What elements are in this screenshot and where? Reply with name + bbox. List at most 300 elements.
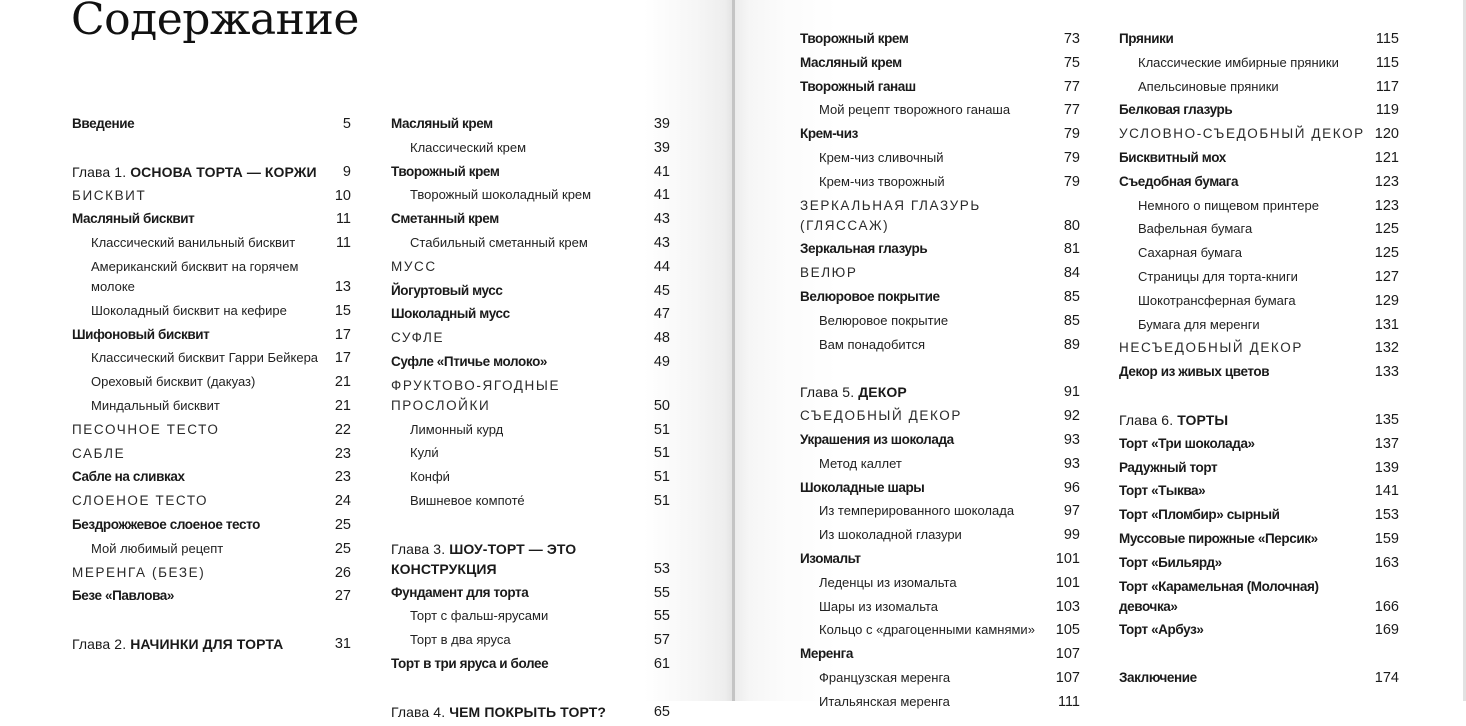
page-number: 13 [334, 278, 351, 295]
toc-section[interactable] [1119, 338, 1399, 362]
toc-chapter[interactable] [391, 702, 670, 726]
page-number: 153 [1374, 507, 1399, 524]
page-number: 31 [334, 636, 351, 653]
toc-entry[interactable] [1119, 100, 1399, 124]
page-number: 119 [1375, 102, 1399, 119]
chapter-title [391, 702, 654, 722]
toc-entry[interactable] [391, 209, 670, 233]
entry-title: Страницы для торта-книги [1138, 268, 1298, 284]
page-number: 79 [1063, 126, 1080, 143]
toc-entry[interactable] [391, 654, 670, 678]
entry-title: Классические имбирные пряники [1138, 54, 1339, 70]
entry-title: Шоколадные шары [800, 479, 925, 495]
toc-subentry[interactable] [1119, 196, 1399, 220]
toc-entry[interactable] [1119, 29, 1399, 53]
page-number: 79 [1063, 149, 1080, 166]
page-number: 10 [334, 187, 351, 204]
toc-subentry[interactable] [391, 630, 670, 654]
toc-subentry[interactable] [800, 525, 1080, 549]
toc-subentry[interactable] [800, 573, 1080, 597]
toc-subentry[interactable] [391, 443, 670, 467]
toc-section[interactable] [800, 196, 1080, 240]
toc-column-4 [1119, 29, 1399, 692]
page-number: 21 [334, 374, 351, 391]
page-number: 89 [1063, 336, 1080, 353]
toc-subentry[interactable] [800, 172, 1080, 196]
page-number: 27 [334, 588, 351, 605]
toc-section[interactable] [800, 406, 1080, 430]
toc-spacer [1119, 386, 1399, 410]
page-number: 39 [653, 116, 670, 132]
toc-subentry[interactable] [800, 668, 1080, 692]
toc-section[interactable] [72, 491, 351, 515]
chapter-title [391, 539, 654, 579]
chapter-title [72, 634, 335, 654]
entry-title: Изомальт [800, 550, 861, 566]
chapter-title [72, 162, 343, 182]
entry-title: Торт с фальш-ярусами [410, 608, 549, 624]
chapter-number: Глава 6. [1119, 411, 1174, 428]
page-number: 120 [1374, 126, 1399, 143]
entry-title: Из шоколадной глазури [819, 527, 962, 543]
entry-title: Сметанный крем [391, 211, 499, 227]
entry-title: Шифоновый бисквит [72, 326, 210, 342]
entry-title: Крем-чиз творожный [819, 173, 945, 189]
page-number: 50 [653, 397, 670, 414]
page-number: 123 [1374, 197, 1399, 214]
toc-spacer [72, 610, 351, 634]
toc-section[interactable] [391, 257, 670, 281]
chapter-name: ТОРТЫ [1177, 411, 1229, 428]
entry-title: Классический бисквит Гарри Бейкера [91, 350, 319, 366]
entry-title: Крем-чиз [800, 126, 858, 142]
page-number: 24 [334, 493, 351, 510]
entry-title: Муссовые пирожные «Персик» [1119, 530, 1318, 546]
toc-subentry[interactable] [1119, 77, 1399, 101]
page-number: 93 [1063, 431, 1080, 448]
entry-title: САБЛЕ [72, 445, 126, 461]
page-number: 55 [653, 584, 670, 601]
toc-subentry[interactable] [1119, 291, 1399, 315]
page-number: 61 [653, 655, 670, 672]
page-number: 135 [1374, 411, 1399, 428]
entry-title: Меренга [800, 646, 853, 662]
entry-title: ВЕЛЮР [800, 265, 858, 281]
toc-subentry[interactable] [800, 311, 1080, 335]
entry-title: МУСС [391, 258, 437, 274]
entry-title: БИСКВИТ [72, 187, 147, 203]
entry-title: Украшения из шоколада [800, 431, 954, 447]
entry-title: Суфле «Птичье молоко» [391, 353, 548, 369]
entry-title: Шоколадный бисквит на кефире [91, 302, 287, 318]
toc-entry[interactable] [1119, 481, 1399, 505]
page-number: 75 [1063, 54, 1080, 71]
entry-title: Классический ванильный бисквит [91, 235, 296, 251]
toc-chapter[interactable] [1119, 410, 1399, 434]
page-number: 96 [1063, 479, 1080, 496]
page-number: 123 [1374, 173, 1399, 190]
toc-column-2 [391, 114, 670, 726]
toc-entry[interactable] [1119, 172, 1399, 196]
entry-title: Кольцо с «драгоценными камнями» [819, 622, 1035, 638]
entry-title: Из темперированного шоколада [819, 503, 1015, 519]
entry-title: Апельсиновые пряники [1138, 78, 1279, 94]
toc-spacer [72, 138, 351, 162]
chapter-number: Глава 4. [391, 703, 446, 720]
page-number: 11 [335, 211, 351, 228]
toc-entry[interactable] [800, 124, 1080, 148]
page-number: 81 [1063, 241, 1080, 258]
toc-subentry[interactable] [800, 692, 1080, 716]
toc-chapter[interactable] [72, 162, 351, 186]
chapter-title [1119, 410, 1375, 430]
page-number: 133 [1374, 364, 1399, 381]
toc-entry[interactable] [72, 586, 351, 610]
toc-entry[interactable] [391, 114, 670, 138]
chapter-number: Глава 1. [72, 163, 127, 180]
toc-subentry[interactable] [1119, 219, 1399, 243]
toc-subentry[interactable] [1119, 243, 1399, 267]
entry-title: Творожный крем [391, 163, 500, 179]
entry-title: Творожный шоколадный крем [410, 187, 592, 203]
toc-subentry[interactable] [72, 396, 351, 420]
page-number: 117 [1375, 78, 1399, 95]
entry-title: СЛОЕНОЕ ТЕСТО [72, 493, 209, 509]
chapter-name: ШОУ-ТОРТ — ЭТО КОНСТРУКЦИЯ [391, 540, 577, 577]
page-number: 97 [1063, 503, 1080, 520]
entry-title: Классический крем [410, 139, 527, 155]
toc-spacer [391, 678, 670, 702]
toc-entry[interactable] [800, 287, 1080, 311]
toc-subentry[interactable] [72, 539, 351, 563]
entry-title: Ореховый бисквит (дакуаз) [91, 374, 256, 390]
entry-title: Итальянская меренга [819, 693, 950, 709]
toc-column-3 [800, 29, 1080, 716]
entry-title: МЕРЕНГА (БЕЗЕ) [72, 564, 206, 580]
page-number: 115 [1375, 54, 1399, 71]
toc-chapter[interactable] [391, 539, 670, 583]
page-number: 85 [1063, 288, 1080, 305]
entry-title: Торт «Тыква» [1119, 483, 1206, 499]
entry-title: Сахарная бумага [1138, 245, 1243, 261]
toc-section[interactable] [800, 263, 1080, 287]
entry-title: Торт в три яруса и более [391, 655, 549, 671]
page-number: 101 [1055, 550, 1080, 567]
page-number: 9 [342, 163, 351, 180]
page-number: 105 [1055, 622, 1080, 639]
toc-entry[interactable] [800, 77, 1080, 101]
chapter-number: Глава 3. [391, 540, 446, 557]
entry-title: Велюровое покрытие [819, 312, 949, 328]
page-number: 26 [334, 564, 351, 581]
page-number: 51 [653, 492, 670, 509]
entry-title: Торт «Бильярд» [1119, 554, 1222, 570]
page-number: 25 [334, 516, 351, 533]
toc-entry[interactable] [72, 209, 351, 233]
entry-title: Торт «Арбуз» [1119, 622, 1204, 638]
toc-subentry[interactable] [391, 467, 670, 491]
toc-entry[interactable] [800, 430, 1080, 454]
page-number: 43 [653, 211, 670, 228]
chapter-number: Глава 2. [72, 636, 127, 653]
page-number: 103 [1055, 598, 1080, 615]
entry-title: Бисквитный мох [1119, 149, 1226, 165]
page-number: 132 [1374, 340, 1399, 357]
entry-title: Фундамент для торта [391, 584, 529, 600]
entry-title: Введение [72, 116, 135, 131]
toc-entry[interactable] [391, 281, 670, 305]
entry-title: Декор из живых цветов [1119, 364, 1270, 380]
entry-title: Заключение [1119, 670, 1197, 686]
entry-title: Вафельная бумага [1138, 221, 1253, 237]
entry-title: Пряники [1119, 31, 1174, 46]
entry-title: Творожный крем [800, 31, 909, 46]
entry-title: Масляный бисквит [72, 211, 195, 227]
entry-title: Леденцы из изомальта [819, 574, 957, 590]
toc-entry[interactable] [391, 162, 670, 186]
entry-title: Вишневое компоте́ [410, 492, 525, 508]
page-number: 169 [1374, 622, 1399, 639]
toc-section[interactable] [72, 186, 351, 210]
page-number: 49 [653, 353, 670, 370]
page-number: 48 [653, 330, 670, 347]
toc-section[interactable] [72, 563, 351, 587]
toc-entry[interactable] [1119, 434, 1399, 458]
toc-section[interactable] [1119, 124, 1399, 148]
toc-entry[interactable] [1119, 362, 1399, 386]
page-number: 92 [1063, 408, 1080, 425]
entry-title: Торт в два яруса [410, 632, 511, 648]
page-number: 127 [1374, 268, 1399, 285]
entry-title: СЪЕДОБНЫЙ ДЕКОР [800, 408, 962, 424]
page-number: 17 [334, 350, 351, 367]
entry-title: ПЕСОЧНОЕ ТЕСТО [72, 421, 220, 437]
entry-title: Конфи́ [410, 469, 450, 485]
toc-subentry[interactable] [391, 491, 670, 515]
page-number: 121 [1374, 149, 1399, 166]
toc-subentry[interactable] [391, 420, 670, 444]
page-number: 21 [334, 397, 351, 414]
toc-subentry[interactable] [391, 138, 670, 162]
toc-subentry[interactable] [1119, 315, 1399, 339]
entry-title: ЗЕРКАЛЬНАЯ ГЛАЗУРЬ (ГЛЯССАЖ) [800, 197, 981, 233]
entry-title: Мой рецепт творожного ганаша [819, 102, 1011, 118]
toc-entry[interactable] [800, 29, 1080, 53]
entry-title: Шоколадный мусс [391, 306, 510, 322]
page-number: 129 [1374, 292, 1399, 309]
toc-entry[interactable] [1119, 505, 1399, 529]
toc-subentry[interactable] [72, 301, 351, 325]
page-number: 25 [334, 540, 351, 557]
toc-entry[interactable] [72, 114, 351, 138]
toc-subentry[interactable] [72, 372, 351, 396]
entry-title: Торт «Карамельная (Молочная) девочка» [1119, 578, 1319, 614]
page-number: 73 [1063, 31, 1080, 47]
page-number: 41 [653, 187, 670, 204]
page-number: 111 [1057, 693, 1080, 710]
toc-column-1 [72, 114, 351, 658]
page-number: 22 [334, 421, 351, 438]
entry-title: Стабильный сметанный крем [410, 234, 588, 250]
page-number: 45 [653, 282, 670, 299]
toc-spacer [800, 358, 1080, 382]
toc-subentry[interactable] [72, 257, 351, 301]
page-number: 57 [653, 632, 670, 649]
toc-entry[interactable] [1119, 529, 1399, 553]
page-number: 125 [1374, 221, 1399, 238]
page-number: 107 [1055, 669, 1080, 686]
page-number: 93 [1063, 455, 1080, 472]
chapter-name: ЧЕМ ПОКРЫТЬ ТОРТ? [449, 703, 607, 720]
entry-title: Велюровое покрытие [800, 288, 940, 304]
toc-entry[interactable] [1119, 148, 1399, 172]
page-number: 166 [1374, 598, 1399, 615]
page-number: 163 [1374, 554, 1399, 571]
page-number: 80 [1063, 217, 1080, 234]
toc-entry[interactable] [1119, 668, 1399, 692]
toc-section[interactable] [391, 328, 670, 352]
toc-entry[interactable] [1119, 577, 1399, 621]
entry-title: Бумага для меренги [1138, 316, 1260, 332]
entry-title: Миндальный бисквит [91, 397, 220, 413]
toc-chapter[interactable] [72, 634, 351, 658]
chapter-name: НАЧИНКИ ДЛЯ ТОРТА [130, 636, 284, 653]
entry-title: Съедобная бумага [1119, 173, 1239, 189]
page-number: 101 [1055, 574, 1080, 591]
page-number: 44 [653, 258, 670, 275]
toc-spacer [391, 515, 670, 539]
toc-subentry[interactable] [1119, 267, 1399, 291]
page-number: 15 [334, 302, 351, 319]
entry-title: Шары из изомальта [819, 598, 939, 614]
page-number: 139 [1374, 459, 1399, 476]
entry-title: Масляный крем [800, 54, 902, 70]
page-number: 85 [1063, 312, 1080, 329]
page-number: 131 [1374, 316, 1399, 333]
toc-entry[interactable] [1119, 553, 1399, 577]
page-number: 23 [334, 445, 351, 462]
toc-entry[interactable] [391, 583, 670, 607]
toc-subentry[interactable] [800, 454, 1080, 478]
entry-title: Французская меренга [819, 669, 951, 685]
page-number: 77 [1063, 78, 1080, 95]
page-number: 137 [1374, 435, 1399, 452]
page-number: 99 [1063, 527, 1080, 544]
page-number: 107 [1055, 646, 1080, 663]
toc-chapter[interactable] [800, 382, 1080, 406]
page-number: 55 [653, 608, 670, 625]
chapter-number: Глава 5. [800, 384, 855, 401]
toc-entry[interactable] [1119, 458, 1399, 482]
toc-subentry[interactable] [800, 335, 1080, 359]
toc-entry[interactable] [72, 467, 351, 491]
chapter-name: ОСНОВА ТОРТА — КОРЖИ [130, 163, 317, 180]
chapter-name: ДЕКОР [858, 384, 907, 401]
toc-subentry[interactable] [391, 233, 670, 257]
entry-title: Метод каллет [819, 455, 902, 471]
toc-entry[interactable] [800, 478, 1080, 502]
page-number: 159 [1374, 530, 1399, 547]
page-number: 77 [1063, 102, 1080, 119]
page-number: 51 [653, 421, 670, 438]
page-number: 11 [335, 235, 351, 252]
page-number: 141 [1374, 483, 1399, 500]
page-number: 91 [1063, 384, 1080, 401]
toc-entry[interactable] [800, 239, 1080, 263]
entry-title: УСЛОВНО-СЪЕДОБНЫЙ ДЕКОР [1119, 126, 1365, 142]
toc-entry[interactable] [800, 644, 1080, 668]
toc-subentry[interactable] [72, 348, 351, 372]
toc-section[interactable] [72, 444, 351, 468]
page-number: 79 [1063, 173, 1080, 190]
toc-subentry[interactable] [72, 233, 351, 257]
page-number: 125 [1374, 245, 1399, 262]
toc-section[interactable] [72, 420, 351, 444]
entry-title: Кули́ [410, 445, 439, 461]
toc-subentry[interactable] [1119, 53, 1399, 77]
entry-title: Творожный ганаш [800, 78, 916, 94]
page-number: 5 [342, 116, 351, 132]
page-number: 115 [1375, 31, 1399, 47]
entry-title: Немного о пищевом принтере [1138, 197, 1319, 213]
entry-title: Зеркальная глазурь [800, 241, 928, 257]
page-number: 174 [1374, 670, 1399, 687]
page-number: 39 [653, 139, 670, 156]
entry-title: Крем-чиз сливочный [819, 149, 944, 165]
entry-title: Масляный крем [391, 116, 493, 131]
toc-subentry[interactable] [800, 620, 1080, 644]
entry-title: Вам понадобится [819, 336, 925, 352]
entry-title: СУФЛЕ [391, 330, 445, 346]
entry-title: Мой любимый рецепт [91, 540, 224, 556]
page-number: 84 [1063, 265, 1080, 282]
toc-entry[interactable] [72, 325, 351, 349]
toc-subentry[interactable] [800, 148, 1080, 172]
toc-section[interactable] [391, 376, 670, 420]
entry-title: Шокотрансферная бумага [1138, 292, 1296, 308]
page-title: Содержание [71, 0, 359, 45]
toc-entry[interactable] [72, 515, 351, 539]
toc-entry[interactable] [800, 549, 1080, 573]
entry-title: Радужный торт [1119, 459, 1218, 475]
page-number: 51 [653, 469, 670, 486]
toc-subentry[interactable] [391, 606, 670, 630]
toc-subentry[interactable] [800, 100, 1080, 124]
toc-spacer [1119, 644, 1399, 668]
toc-entry[interactable] [1119, 620, 1399, 644]
entry-title: Йогуртовый мусс [391, 282, 503, 298]
entry-title: Безе «Павлова» [72, 588, 175, 604]
toc-entry[interactable] [800, 53, 1080, 77]
toc-entry[interactable] [391, 304, 670, 328]
entry-title: Американский бисквит на горячем молоке [91, 258, 299, 294]
entry-title: Бездрожжевое слоеное тесто [72, 516, 260, 532]
toc-subentry[interactable] [391, 185, 670, 209]
entry-title: Сабле на сливках [72, 469, 185, 485]
page-number: 65 [653, 703, 670, 720]
entry-title: Лимонный курд [410, 421, 504, 437]
toc-subentry[interactable] [800, 597, 1080, 621]
entry-title: Торт «Пломбир» сырный [1119, 507, 1280, 523]
toc-entry[interactable] [391, 352, 670, 376]
page-number: 43 [653, 234, 670, 251]
entry-title: ФРУКТОВО-ЯГОДНЫЕ ПРОСЛОЙКИ [391, 377, 561, 413]
page-number: 17 [334, 326, 351, 343]
toc-subentry[interactable] [800, 501, 1080, 525]
page-number: 47 [653, 306, 670, 323]
entry-title: НЕСЪЕДОБНЫЙ ДЕКОР [1119, 340, 1303, 356]
page-number: 23 [334, 469, 351, 486]
